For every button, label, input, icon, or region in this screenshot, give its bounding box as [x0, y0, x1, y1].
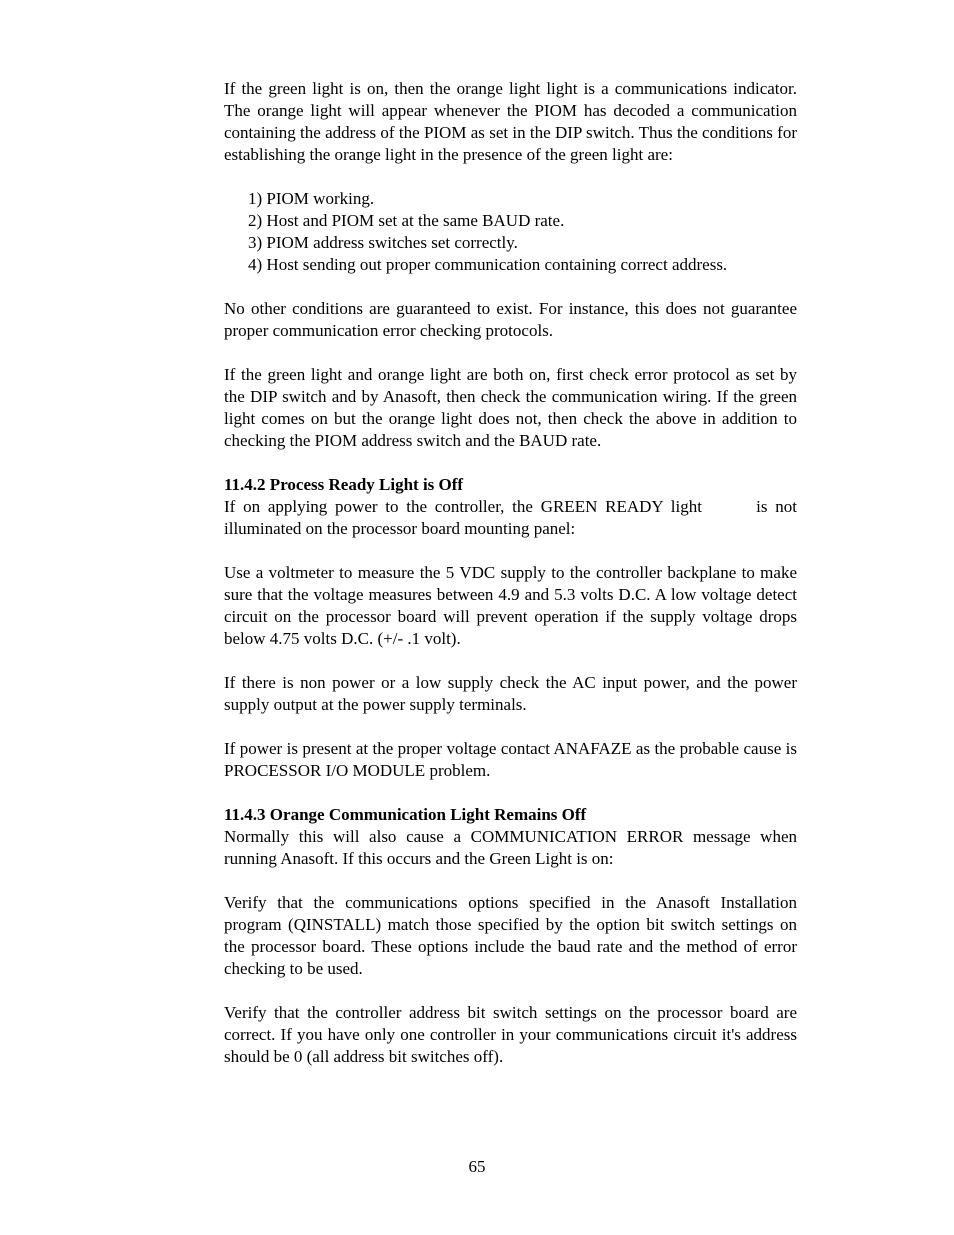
section-paragraph: If on applying power to the controller, the GREEN READY light is not illuminated on the processor board mounting panel: — [224, 497, 802, 538]
intro-paragraph-2: No other conditions are guaranteed to exist. For instance, this does not guarantee proper communication error checking protocols. — [224, 299, 797, 340]
section-paragraph: Normally this will also cause a COMMUNICATION ERROR message when running Anasoft. If this occurs and the Green Light is on: — [224, 827, 797, 868]
document-page — [224, 78, 802, 1090]
intro-paragraph-3: If the green light and orange light are both on, first check error protocol as set by the DIP switch and by Anasoft, then check the communication wiring. If the green light comes on but the orange light does not, then check the above in addition to checking the PIOM address switch and the BAUD rate. — [224, 365, 797, 450]
section-paragraph: Use a voltmeter to measure the 5 VDC supply to the controller backplane to make sure that the voltage measures between 4.9 and 5.3 volts D.C. A low voltage detect circuit on the processor board will prevent operation if the supply voltage drops below 4.75 volts D.C. (+/- .1 volt). — [224, 563, 797, 648]
section-heading: 11.4.3 Orange Communication Light Remains Off — [224, 805, 587, 824]
list-item: 3) PIOM address switches set correctly. — [248, 233, 518, 252]
section-paragraph: Verify that the communications options specified in the Anasoft Installation program (QINSTALL) match those specified by the option bit switch settings on the processor board. These options include the baud rate and the method of error checking to be used. — [224, 893, 797, 978]
section-heading: 11.4.2 Process Ready Light is Off — [224, 475, 464, 494]
intro-paragraph-1: If the green light is on, then the orange light light is a communications indicator. The orange light will appear whenever the PIOM has decoded a communication containing the address of the PIOM as set in the DIP switch. Thus the conditions for establishing the orange light in the presence of the green light are: — [224, 79, 797, 164]
list-item: 1) PIOM working. — [248, 189, 375, 208]
section-paragraph: If there is non power or a low supply check the AC input power, and the power supply output at the power supply terminals. — [224, 673, 797, 714]
section-11-4-3 — [224, 804, 797, 1068]
section-paragraph: Verify that the controller address bit switch settings on the processor board are correct. If you have only one controller in your communications circuit it's address should be 0 (all address bit switches off). — [224, 1003, 797, 1066]
list-item: 2) Host and PIOM set at the same BAUD rate. — [248, 211, 565, 230]
list-item: 4) Host sending out proper communication containing correct address. — [248, 255, 728, 274]
conditions-list — [224, 188, 797, 276]
section-paragraph: If power is present at the proper voltage contact ANAFAZE as the probable cause is PROCESSOR I/O MODULE problem. — [224, 739, 797, 780]
section-11-4-2 — [224, 474, 802, 782]
page-number: 65 — [468, 1157, 486, 1176]
